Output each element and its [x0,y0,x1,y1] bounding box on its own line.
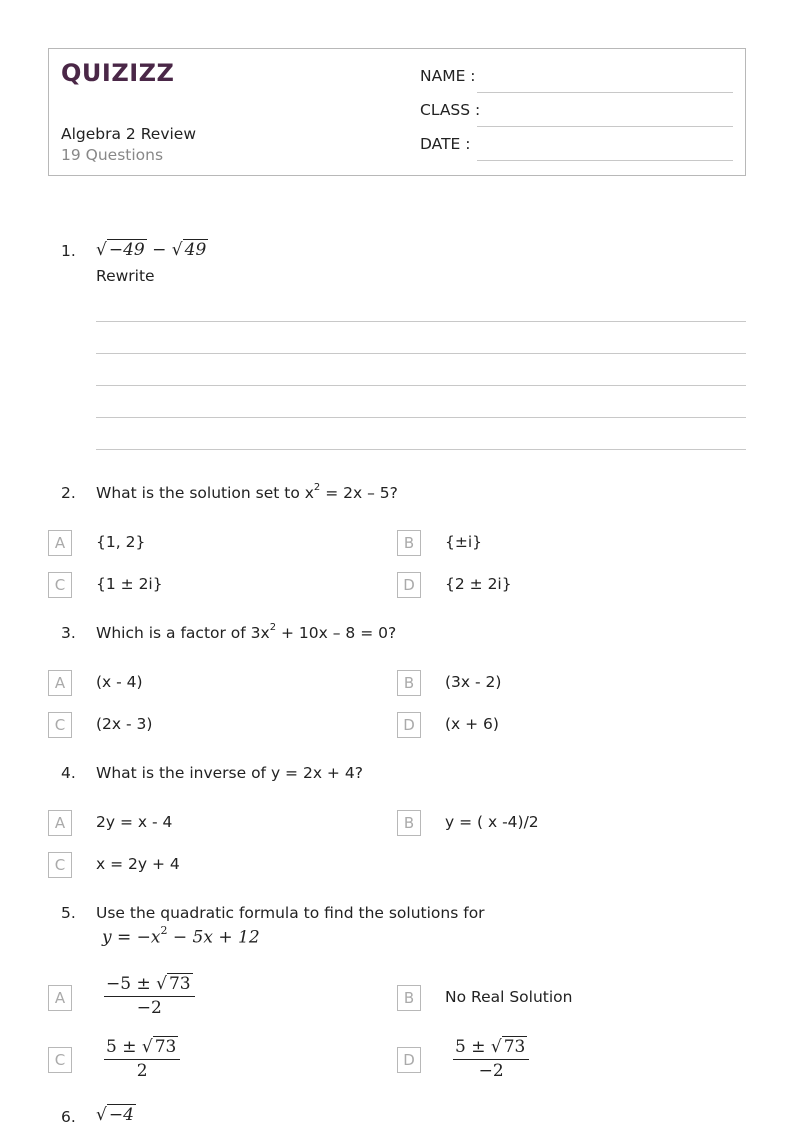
quizizz-logo: QUIZIZZ [61,59,175,87]
option-letter-box[interactable]: A [48,810,72,836]
option-text: (2x - 3) [96,715,153,733]
q5-eq-lhs: y = −x [102,927,161,948]
option-text: (x - 4) [96,673,143,691]
q6-expression: √ −4 [96,1105,134,1123]
q2-text-before: What is the solution set to x [96,484,314,503]
option-text: y = ( x -4)/2 [445,813,539,831]
q6-number: 6. [61,1108,76,1123]
q2-number: 2. [61,484,76,502]
option-letter-box[interactable]: D [397,712,421,738]
option-text: (x + 6) [445,715,499,733]
name-line[interactable] [477,92,733,93]
worksheet-header [48,48,746,176]
q6-radicand: −4 [108,1105,134,1123]
q5-option-c-fraction: $\frac{5 \pm √ 73}{2}$ [104,1037,180,1081]
question-count: 19 Questions [61,146,164,164]
option-letter-box[interactable]: B [397,670,421,696]
q5-number: 5. [61,904,76,922]
answer-line[interactable] [96,417,746,418]
option-text: x = 2y + 4 [96,855,180,873]
q3-number: 3. [61,624,76,642]
worksheet-title: Algebra 2 Review [61,125,197,143]
fraction-denominator: −2 [136,998,162,1018]
q3-text-after: + 10x – 8 = 0? [276,624,397,643]
fraction-numerator-prefix: −5 ± [106,974,157,994]
option-letter-box[interactable]: B [397,810,421,836]
fraction-radicand: 73 [168,974,191,994]
name-field[interactable] [420,67,733,93]
q5-text: Use the quadratic formula to find the solutions for [96,904,485,922]
q3-superscript: 2 [269,622,277,633]
option-letter-box[interactable]: C [48,1047,72,1073]
option-text: 2y = x - 4 [96,813,173,831]
option-letter-box[interactable]: C [48,712,72,738]
fraction-radicand: 73 [503,1037,526,1057]
q1-radicand-a: −49 [108,240,145,260]
date-label: DATE : [420,135,471,153]
answer-line[interactable] [96,449,746,450]
q3-text-before: Which is a factor of 3x [96,624,270,643]
option-letter-box[interactable]: C [48,852,72,878]
option-letter-box[interactable]: D [397,1047,421,1073]
q1-expression [96,240,208,260]
class-field[interactable] [420,101,733,127]
q5-option-a-fraction: $\frac{-5 \pm √ 73}{-2}$ [104,974,195,1018]
q2-text [96,484,398,502]
answer-line[interactable] [96,321,746,322]
q1-number: 1. [61,242,76,260]
option-letter-box[interactable]: B [397,530,421,556]
q1-sqrt-a: √ −49 [96,240,145,260]
q2-superscript: 2 [313,482,321,493]
fraction-denominator: 2 [136,1061,148,1081]
q5-eq-sup: 2 [160,924,168,937]
q2-text-after: = 2x – 5? [320,484,398,503]
date-field[interactable] [420,135,733,161]
option-text: No Real Solution [445,988,573,1006]
name-label: NAME : [420,67,476,85]
q1-radicand-b: 49 [184,240,207,260]
fraction-numerator-prefix: 5 ± [455,1037,491,1057]
q5-option-d-fraction: $\frac{5 \pm √ 73}{-2}$ [453,1037,529,1081]
option-letter-box[interactable]: B [397,985,421,1011]
q3-text [96,624,396,642]
fraction-radicand: 73 [154,1037,177,1057]
fraction-numerator-prefix: 5 ± [106,1037,142,1057]
date-line[interactable] [477,160,733,161]
option-letter-box[interactable]: A [48,985,72,1011]
option-text: {2 ± 2i} [445,575,512,593]
q1-minus: − [146,240,172,260]
q4-text: What is the inverse of y = 2x + 4? [96,764,363,782]
q1-instruction: Rewrite [96,267,155,285]
class-line[interactable] [477,126,733,127]
q5-eq-rhs: − 5x + 12 [167,927,260,948]
q4-number: 4. [61,764,76,782]
option-letter-box[interactable]: D [397,572,421,598]
option-text: {1 ± 2i} [96,575,163,593]
answer-line[interactable] [96,385,746,386]
class-label: CLASS : [420,101,481,119]
answer-line[interactable] [96,353,746,354]
option-text: {±i} [445,533,483,551]
q5-equation [102,926,260,948]
fraction-denominator: −2 [478,1061,504,1081]
option-text: (3x - 2) [445,673,502,691]
option-letter-box[interactable]: A [48,670,72,696]
q1-sqrt-b: √ 49 [171,240,207,260]
option-text: {1, 2} [96,533,146,551]
option-letter-box[interactable]: C [48,572,72,598]
option-letter-box[interactable]: A [48,530,72,556]
